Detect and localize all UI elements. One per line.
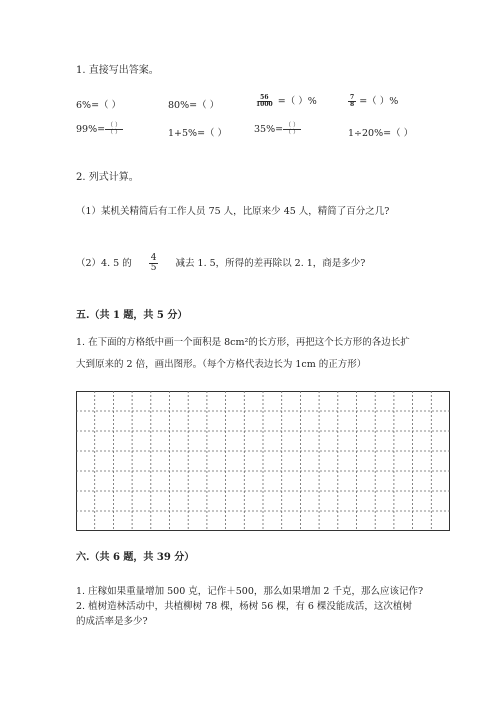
- fraction-numerator-blank: （ ）: [107, 122, 121, 129]
- answer-item-80-percent: 80%=（ ）: [168, 100, 220, 111]
- section-5-question-line-1: 1. 在下面的方格纸中画一个面积是 8cm²的长方形，再把这个长方形的各边长扩: [76, 337, 410, 348]
- fraction-numerator: 4: [150, 253, 157, 263]
- question-2-title: 2. 列式计算。: [76, 172, 139, 183]
- expression: 35%=: [254, 124, 284, 135]
- answer-item-6-percent: 6%=（ ）: [76, 100, 122, 111]
- answer-item-56-over-1000: [254, 93, 317, 108]
- answer-item-1-plus-5-percent: 1+5%=（ ）: [168, 128, 228, 139]
- section-6-heading: 六.（共 6 题，共 39 分）: [76, 552, 195, 563]
- question-2-2: [76, 254, 365, 273]
- question-2-2-prefix: （2）4. 5 的: [76, 258, 132, 269]
- section-5-heading: 五.（共 1 题，共 5 分）: [76, 310, 188, 321]
- fraction-denominator-blank: （ ）: [285, 129, 299, 136]
- fraction-denominator: 8: [350, 101, 355, 108]
- question-2-1: （1）某机关精简后有工作人员 75 人，比原来少 45 人，精简了百分之几?: [76, 206, 390, 217]
- section-6-question-2-line-1: 2. 植树造林活动中，共植柳树 78 棵，杨树 56 棵，有 6 棵没能成活，这次植树: [76, 601, 412, 612]
- fraction-numerator-blank: （ ）: [285, 122, 299, 129]
- answer-blank: =（ ）%: [359, 96, 399, 107]
- fraction-numerator: 56: [260, 94, 269, 101]
- answer-blank: =（ ）%: [277, 96, 317, 107]
- grid-paper[interactable]: [76, 391, 450, 531]
- fraction-numerator: 7: [350, 94, 355, 101]
- question-2-2-suffix: 减去 1. 5，所得的差再除以 2. 1，商是多少?: [175, 258, 366, 269]
- question-1-title: 1. 直接写出答案。: [76, 65, 159, 76]
- grid-vertical-lines: [95, 391, 432, 531]
- fraction-denominator-blank: （ ）: [107, 129, 121, 136]
- answer-item-1-div-20-percent: 1÷20%=（ ）: [348, 128, 414, 139]
- fraction-denominator: 5: [150, 263, 157, 273]
- answer-item-35-percent: [254, 123, 301, 136]
- expression: 99%=: [76, 124, 106, 135]
- section-5-question-line-2: 大到原来的 2 倍，画出图形。（每个方格代表边长为 1cm 的正方形）: [76, 359, 367, 370]
- answer-item-7-over-8: [348, 93, 398, 108]
- answer-item-99-percent: [76, 123, 123, 136]
- fraction-denominator: 1000: [256, 101, 273, 108]
- section-6-question-2-line-2: 的成活率是多少?: [76, 616, 148, 627]
- section-6-question-1: 1. 庄稼如果重量增加 500 克，记作＋500，那么如果增加 2 千克，那么应该记作?: [76, 586, 424, 597]
